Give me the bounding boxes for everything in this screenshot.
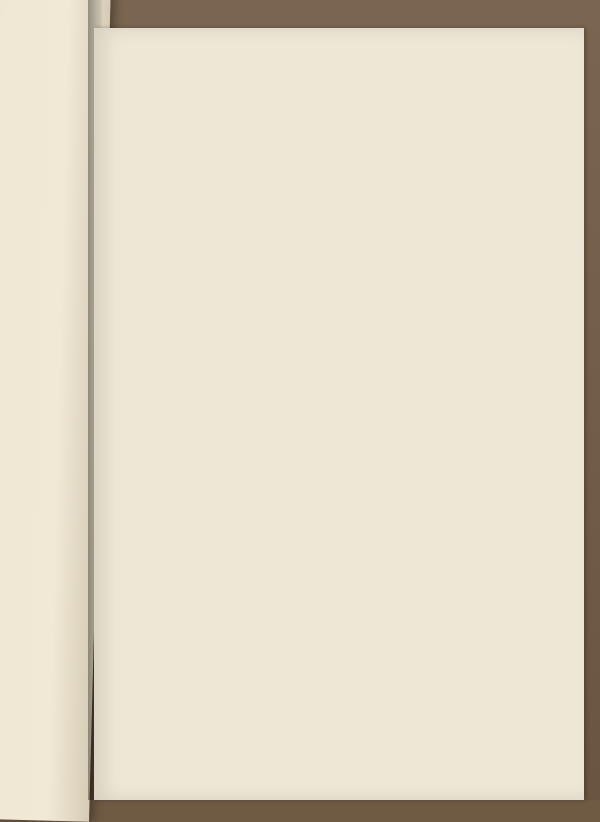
page-body <box>174 98 574 116</box>
book-page <box>94 28 584 800</box>
